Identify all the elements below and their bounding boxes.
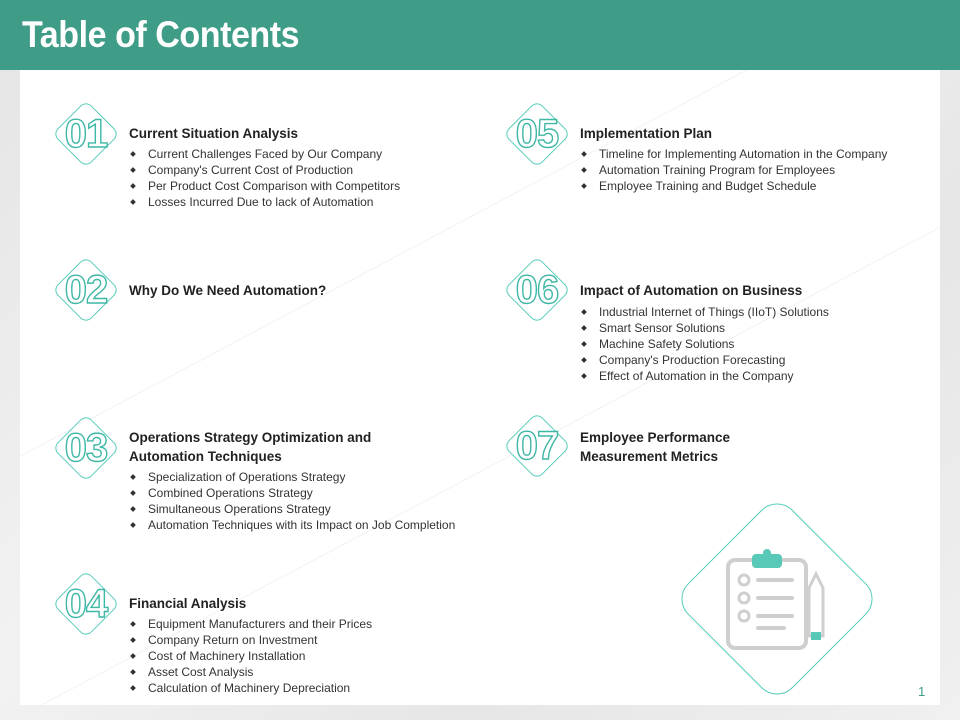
bullet-diamond-icon <box>581 183 587 189</box>
section-01-title: Current Situation Analysis <box>129 126 299 141</box>
list-item: Company Return on Investment <box>129 632 372 648</box>
section-06-list <box>580 304 829 384</box>
section-02-title: Why Do We Need Automation? <box>129 283 327 298</box>
list-item: Automation Training Program for Employees <box>580 162 887 178</box>
bullet-diamond-icon <box>581 357 587 363</box>
section-05-badge <box>499 96 575 172</box>
section-06-title: Impact of Automation on Business <box>580 283 803 298</box>
list-item: Per Product Cost Comparison with Competitors <box>129 178 400 194</box>
bullet-diamond-icon <box>581 309 587 315</box>
bullet-diamond-icon <box>130 669 136 675</box>
section-01-badge <box>48 96 124 172</box>
bullet-diamond-icon <box>581 341 587 347</box>
bullet-diamond-icon <box>130 183 136 189</box>
list-item: Company's Current Cost of Production <box>129 162 400 178</box>
section-04-list <box>129 616 372 696</box>
list-item: Equipment Manufacturers and their Prices <box>129 616 372 632</box>
bullet-diamond-icon <box>581 151 587 157</box>
section-07-badge <box>499 408 575 484</box>
section-number: 02 <box>64 268 108 312</box>
bullet-diamond-icon <box>130 199 136 205</box>
list-item: Machine Safety Solutions <box>580 336 829 352</box>
bullet-diamond-icon <box>130 151 136 157</box>
list-item: Automation Techniques with its Impact on Job Completion <box>129 517 455 533</box>
list-item: Simultaneous Operations Strategy <box>129 501 455 517</box>
bullet-diamond-icon <box>130 637 136 643</box>
list-item: Losses Incurred Due to lack of Automation <box>129 194 400 210</box>
section-01-list <box>129 146 400 210</box>
list-item: Industrial Internet of Things (IIoT) Solutions <box>580 304 829 320</box>
bullet-diamond-icon <box>581 373 587 379</box>
bullet-diamond-icon <box>130 474 136 480</box>
list-item: Smart Sensor Solutions <box>580 320 829 336</box>
section-number: 05 <box>515 112 559 156</box>
bullet-diamond-icon <box>130 506 136 512</box>
page-number: 1 <box>918 684 926 699</box>
list-item: Asset Cost Analysis <box>129 664 372 680</box>
section-number: 06 <box>515 268 559 312</box>
bullet-diamond-icon <box>130 167 136 173</box>
bullet-diamond-icon <box>130 653 136 659</box>
list-item: Specialization of Operations Strategy <box>129 469 455 485</box>
section-03-title-line-1: Operations Strategy Optimization and <box>129 430 372 445</box>
list-item: Employee Training and Budget Schedule <box>580 178 887 194</box>
section-03-title-line-2: Automation Techniques <box>129 449 282 464</box>
bullet-diamond-icon <box>130 621 136 627</box>
list-item: Calculation of Machinery Depreciation <box>129 680 372 696</box>
list-item: Current Challenges Faced by Our Company <box>129 146 400 162</box>
bullet-diamond-icon <box>130 522 136 528</box>
bullet-diamond-icon <box>581 325 587 331</box>
list-item: Timeline for Implementing Automation in the Company <box>580 146 887 162</box>
bullet-diamond-icon <box>130 685 136 691</box>
bullet-diamond-icon <box>130 490 136 496</box>
header-bar <box>0 0 960 70</box>
section-02-badge <box>48 252 124 328</box>
clipboard-checklist-icon <box>724 548 834 652</box>
page-title: Table of Contents <box>22 14 300 55</box>
section-number: 01 <box>64 112 108 156</box>
section-07-title-line-2: Measurement Metrics <box>580 449 719 464</box>
section-06-badge <box>499 252 575 328</box>
section-07-title-line-1: Employee Performance <box>580 430 731 445</box>
section-04-badge <box>48 566 124 642</box>
section-number: 04 <box>64 582 108 626</box>
section-number: 03 <box>64 426 108 470</box>
section-04-title: Financial Analysis <box>129 596 247 611</box>
list-item: Combined Operations Strategy <box>129 485 455 501</box>
section-03-list <box>129 469 455 533</box>
section-05-list <box>580 146 887 194</box>
list-item: Effect of Automation in the Company <box>580 368 829 384</box>
section-03-badge <box>48 410 124 486</box>
section-number: 07 <box>515 424 559 468</box>
section-05-title: Implementation Plan <box>580 126 713 141</box>
list-item: Cost of Machinery Installation <box>129 648 372 664</box>
bullet-diamond-icon <box>581 167 587 173</box>
list-item: Company's Production Forecasting <box>580 352 829 368</box>
